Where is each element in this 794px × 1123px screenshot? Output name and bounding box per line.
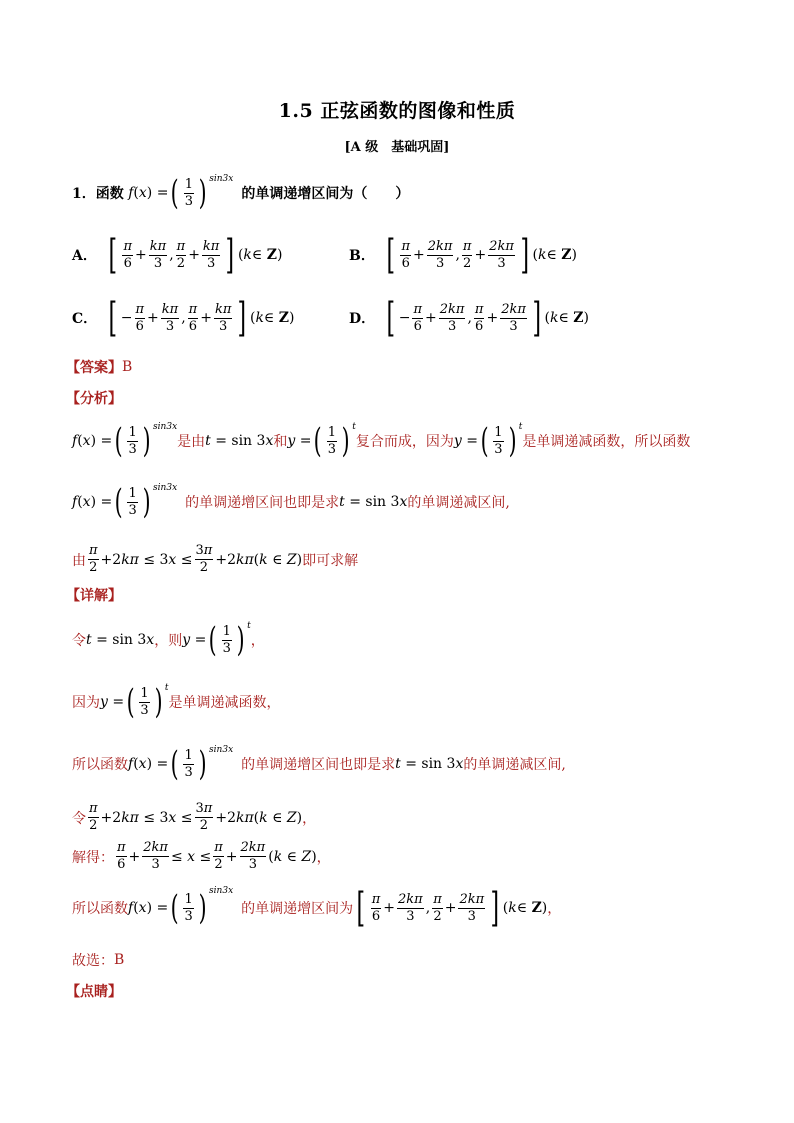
detail-text: ， [316,849,331,866]
choice-text: 故选： [72,953,114,969]
option-c-label: C． [72,311,98,327]
analysis-text: 是单调递减函数，所以函数 [522,434,691,450]
analysis-line-3: 由 $\frac{\pi}{2}$ +2kπ ≤ 3x ≤ $\frac{3\pi}{2}$ +2kπ(k ∈ Z) 即可求解 [72,543,359,575]
answer-value: B [122,359,133,375]
detail-text: 所以函数 [72,901,128,917]
detail-line-4: 令 $\frac{\pi}{2}$ +2kπ ≤ 3x ≤ $\frac{3\pi}{2}$ +2kπ(k ∈ Z) ， [72,801,317,833]
analysis-line-1: f(x) = ( $\frac{1}{3}$ ) sin3x 是由 t = sin 3x 和 y = ( $\frac{1}{3}$ ) t 复合而成，因为 y = ( $\frac{1}{3}$ ) t 是单调递减函数，所以函数 [72,421,691,461]
option-a[interactable]: A． [ $\frac{\pi}{6}$ + $\frac{k\pi}{3}$ , $\frac{\pi}{2}$ + $\frac{k\pi}{3}$ ] ( k ∈ Z) [72,232,283,278]
question-1: 1． 函数 f(x) = ( $\frac{1}{3}$ ) sin3x 的单调递增区间为（ ） [72,173,410,213]
option-c[interactable]: C． [ − $\frac{\pi}{6}$ + $\frac{k\pi}{3}$ , $\frac{\pi}{6}$ + $\frac{k\pi}{3}$ ] ( k ∈ Z) [72,295,295,341]
comment-tag: 【点睛】 [66,984,122,1000]
analysis-line-2: f(x) = ( $\frac{1}{3}$ ) sin3x 的单调递增区间也即是求 t = sin 3x 的单调递减区间, [72,482,510,522]
analysis-text: 是由 [177,434,206,450]
detail-line-6: 所以函数 f(x) = ( $\frac{1}{3}$ ) sin3x 的单调递增区间为 [ $\frac{\pi}{6}$ + $\frac{2k\pi}{3}$ , $\frac{\pi}{2}$ + $\frac{2k\pi}{3}$ ] ( k ∈ Z) ， [72,885,562,931]
detail-text: 令 [72,810,86,827]
page-title: 1.5 正弦函数的图像和性质 [278,100,516,122]
detail-text: 令 [72,633,86,649]
option-a-label: A． [72,248,97,264]
detail-text: 解得： [72,849,114,866]
detail-text: 的单调递增区间为 [241,901,354,917]
detail-line-2: 因为 y = ( $\frac{1}{3}$ ) t 是单调递减函数， [72,682,281,722]
detail-text: 是单调递减函数， [168,695,281,711]
analysis-text: 即可求解 [302,552,359,569]
detail-text: ， [250,633,265,649]
page-subtitle: [A 级 基础巩固] [344,140,450,155]
analysis-text: 的单调递减区间, [407,495,510,511]
detail-text: ， [302,810,317,827]
question-suffix: 的单调递增区间为（ ） [241,186,410,202]
function-expr: f(x) = [123,185,169,201]
detail-text: ，则 [154,633,183,649]
detail-tag: 【详解】 [66,588,122,604]
detail-line-5: 解得： $\frac{\pi}{6}$ + $\frac{2k\pi}{3}$ ≤ x ≤ $\frac{\pi}{2}$ + $\frac{2k\pi}{3}$ (k ∈ Z) ， [72,840,331,872]
detail-line-1: 令 t = sin 3x ，则 y = ( $\frac{1}{3}$ ) t ， [72,620,265,660]
analysis-text: 和 [273,434,288,450]
detail-text: ， [547,901,562,917]
comment-tag-line [66,981,122,1001]
option-d[interactable]: D． [ − $\frac{\pi}{6}$ + $\frac{2k\pi}{3}$ , $\frac{\pi}{6}$ + $\frac{2k\pi}{3}$ ] ( k ∈ Z) [349,295,589,341]
detail-tag-line [66,585,122,605]
option-b[interactable]: B． [ $\frac{\pi}{6}$ + $\frac{2k\pi}{3}$ , $\frac{\pi}{2}$ + $\frac{2k\pi}{3}$ ] ( k ∈ Z) [349,232,577,278]
analysis-text: 复合而成，因为 [355,434,454,450]
detail-text: 因为 [72,695,100,711]
detail-text: 的单调递增区间也即是求 [241,757,396,773]
answer-line [66,357,132,377]
question-prefix: 函数 [95,186,124,202]
choice-line [72,950,124,970]
question-number: 1． [72,186,96,202]
analysis-tag-line [66,388,122,408]
analysis-text: 的单调递增区间也即是求 [185,495,340,511]
option-d-label: D． [349,311,376,327]
detail-line-3: 所以函数 f(x) = ( $\frac{1}{3}$ ) sin3x 的单调递增区间也即是求 t = sin 3x 的单调递减区间, [72,744,566,784]
analysis-tag: 【分析】 [66,391,122,407]
choice-value: B [114,952,125,968]
answer-tag: 【答案】 [66,360,122,376]
analysis-text: 由 [72,552,86,569]
option-b-label: B． [349,248,375,264]
detail-text: 的单调递减区间, [463,757,566,773]
detail-text: 所以函数 [72,757,128,773]
